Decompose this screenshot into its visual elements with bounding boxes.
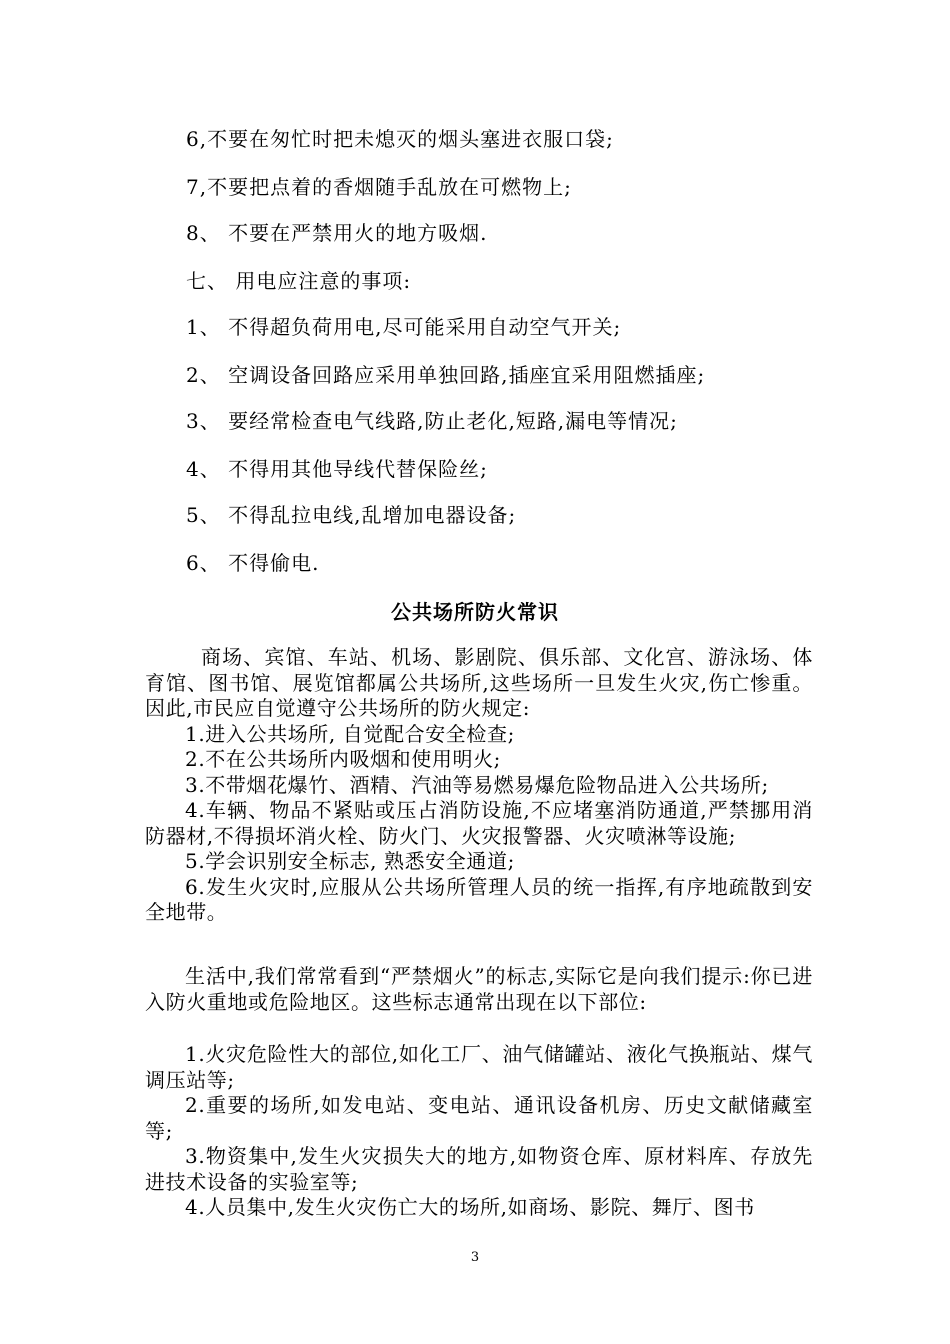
- section-heading: 七、 用电应注意的事项:: [186, 269, 412, 293]
- top-list-item: 6、 不得偷电.: [186, 551, 320, 575]
- location-item: 4.人员集中,发生火灾伤亡大的场所,如商场、影院、舞厅、图书: [185, 1195, 755, 1219]
- public-places-section: [145, 645, 813, 926]
- intro-paragraph: 商场、宾馆、车站、机场、影剧院、俱乐部、文化宫、游泳场、体育馆、图书馆、展览馆都属公共场所,这些场所一旦发生火灾,伤亡惨重。因此,市民应自觉遵守公共场所的防火规定:: [145, 645, 813, 720]
- page-title: 公共场所防火常识: [391, 600, 559, 624]
- top-list-item: 1、 不得超负荷用电,尽可能采用自动空气开关;: [186, 315, 622, 339]
- page-number: 3: [470, 1250, 480, 1265]
- sign-locations-section: [145, 1042, 813, 1221]
- rule-item: 5.学会识别安全标志, 熟悉安全通道;: [185, 849, 515, 873]
- top-list-item: 8、 不要在严禁用火的地方吸烟.: [186, 221, 488, 245]
- top-list-item: 7,不要把点着的香烟随手乱放在可燃物上;: [186, 175, 572, 199]
- signs-section: [145, 964, 813, 1015]
- top-list-item: 2、 空调设备回路应采用单独回路,插座宜采用阻燃插座;: [186, 363, 706, 387]
- rule-item: 1.进入公共场所, 自觉配合安全检查;: [185, 721, 515, 746]
- rule-item: 6.发生火灾时,应服从公共场所管理人员的统一指挥,有序地疏散到安全地带。: [145, 874, 813, 924]
- top-list-item: 6,不要在匆忙时把未熄灭的烟头塞进衣服口袋;: [186, 127, 614, 151]
- rule-item: 4.车辆、物品不紧贴或压占消防设施,不应堵塞消防通道,严禁挪用消防器材,不得损坏消火栓、防火门、火灾报警器、火灾喷淋等设施;: [145, 798, 813, 848]
- rule-item: 2.不在公共场所内吸烟和使用明火;: [185, 747, 502, 771]
- top-list-item: 3、 要经常检查电气线路,防止老化,短路,漏电等情况;: [186, 409, 678, 433]
- top-list-item: 5、 不得乱拉电线,乱增加电器设备;: [186, 503, 517, 527]
- location-item: 2.重要的场所,如发电站、变电站、通讯设备机房、历史文献储藏室等;: [145, 1093, 813, 1143]
- signs-intro-paragraph: 生活中,我们常常看到“严禁烟火”的标志,实际它是向我们提示:你已进入防火重地或危险地区。这些标志通常出现在以下部位:: [145, 964, 813, 1014]
- location-item: 3.物资集中,发生火灾损失大的地方,如物资仓库、原材料库、存放先进技术设备的实验室等;: [145, 1144, 813, 1194]
- rule-item: 3.不带烟花爆竹、酒精、汽油等易燃易爆危险物品进入公共场所;: [185, 772, 769, 797]
- location-item: 1.火灾危险性大的部位,如化工厂、油气储罐站、液化气换瓶站、煤气调压站等;: [145, 1042, 813, 1092]
- top-list-item: 4、 不得用其他导线代替保险丝;: [186, 457, 488, 481]
